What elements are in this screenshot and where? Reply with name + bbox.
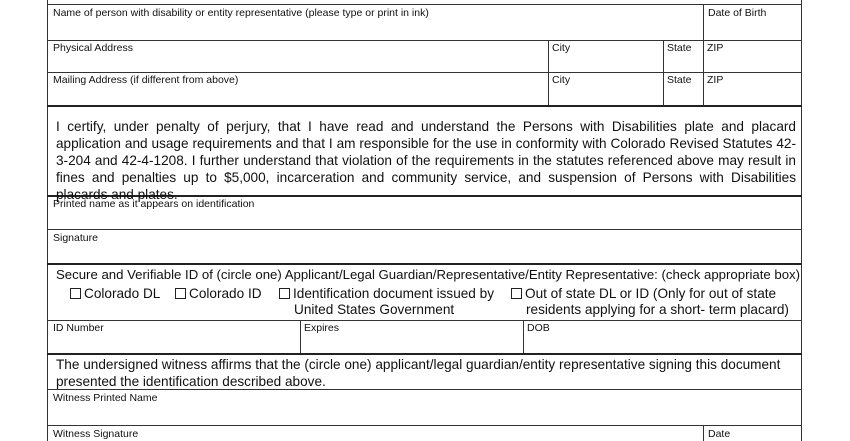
physical-zip-label: ZIP [707,42,724,54]
id-number-label: ID Number [53,322,104,334]
us-document-label-line2: United States Government [294,302,455,317]
printed-name-field[interactable] [48,211,801,229]
applicant-name-field[interactable] [48,20,703,40]
physical-city-label: City [552,42,571,54]
rule [47,353,802,355]
rule [47,320,802,321]
secure-id-heading: Secure and Verifiable ID of (circle one) Applicant/Legal Guardian/Representative/Entity Representative: (check appropriate box) [56,267,801,282]
certification-statement: I certify, under penalty of perjury, that I have read and understand the Persons with Disabilities plate and placard application and usage requirements and that I am responsible for the use in conformity with Colorado Revised Statutes 42-3-204 and 42-4-1208. I further understand that violation of the requirements in the statutes referenced above may result in fines and penalties up to $5,000, incarceration and community service, and suspension of Persons with Disabilities placards and plates. [56,119,796,202]
mailing-state-field[interactable] [664,86,703,104]
rule [47,229,802,230]
signature-label: Signature [53,232,98,244]
mailing-state-label: State [667,74,692,86]
option-colorado-dl[interactable] [70,286,160,302]
witness-statement: The undersigned witness affirms that the (circle one) applicant/legal guardian/entity representative signing this document presented the identification described above. [56,357,781,389]
physical-address-field[interactable] [48,54,548,72]
witness-signature-label: Witness Signature [53,428,139,440]
colorado-dl-checkbox[interactable] [70,288,81,299]
id-dob-label: DOB [527,322,550,334]
mailing-zip-field[interactable] [704,86,801,104]
colorado-id-label: Colorado ID [189,286,262,301]
date-of-birth-label: Date of Birth [708,7,767,19]
physical-address-label: Physical Address [53,42,133,54]
rule [47,72,802,73]
signature-field[interactable] [48,245,801,263]
us-document-label-line1: Identification document issued by [293,286,495,301]
expires-label: Expires [304,322,340,334]
mailing-address-label: Mailing Address (if different from above) [53,74,239,86]
date-of-birth-field[interactable] [704,20,801,40]
rule [47,263,802,265]
witness-date-field[interactable] [704,426,801,441]
witness-printed-name-field[interactable] [48,405,801,425]
printed-name-label: Printed name as it appears on identification [53,198,255,210]
id-number-field[interactable] [48,335,300,353]
colorado-dl-label: Colorado DL [84,286,161,301]
out-of-state-label-line2: residents applying for a short- term placard) [526,302,789,317]
id-dob-field[interactable] [524,335,801,353]
mailing-city-field[interactable] [549,86,663,104]
us-document-checkbox[interactable] [279,288,290,299]
mailing-address-field[interactable] [48,86,548,104]
witness-signature-field[interactable] [48,426,703,441]
out-of-state-checkbox[interactable] [511,288,522,299]
witness-date-label: Date [708,428,731,440]
out-of-state-label-line1: Out of state DL or ID (Only for out of state [525,286,777,301]
applicant-name-label: Name of person with disability or entity representative (please type or print in ink) [53,7,429,19]
option-us-government-document[interactable] [279,286,494,302]
physical-state-field[interactable] [664,54,703,72]
expires-field[interactable] [301,335,523,353]
mailing-city-label: City [552,74,571,86]
rule [47,105,802,107]
witness-printed-name-label: Witness Printed Name [53,392,158,404]
physical-city-field[interactable] [549,54,663,72]
rule [47,4,802,5]
physical-state-label: State [667,42,692,54]
rule [47,40,802,41]
option-out-of-state[interactable] [511,286,776,302]
physical-zip-field[interactable] [704,54,801,72]
option-colorado-id[interactable] [175,286,262,302]
colorado-id-checkbox[interactable] [175,288,186,299]
mailing-zip-label: ZIP [707,74,724,86]
